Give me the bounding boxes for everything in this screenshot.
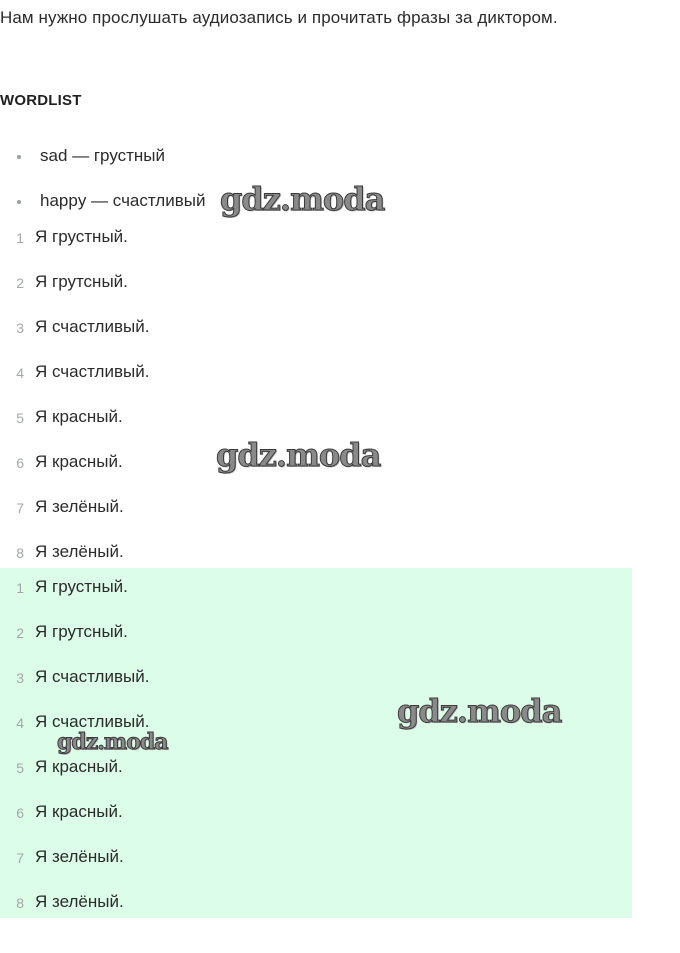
watermark: gdz.moda	[57, 729, 168, 755]
phrase-text: Я грустный.	[35, 227, 128, 246]
phrase-text: Я счастливый.	[35, 667, 150, 686]
line-number: 8	[16, 895, 24, 911]
phrase-list-highlighted	[0, 568, 632, 918]
phrase-text: Я красный.	[35, 757, 123, 776]
list-item	[0, 406, 632, 451]
line-number: 1	[16, 580, 24, 596]
line-number: 3	[16, 670, 24, 686]
phrase-text: Я зелёный.	[35, 497, 124, 516]
list-item	[0, 316, 632, 361]
list-item	[0, 271, 632, 316]
line-number: 6	[16, 805, 24, 821]
list-item	[0, 801, 632, 846]
wordlist-heading: WORDLIST	[0, 92, 82, 109]
line-number: 1	[16, 230, 24, 246]
list-item	[0, 846, 632, 891]
phrase-text: Я зелёный.	[35, 542, 124, 561]
list-item	[0, 361, 632, 406]
line-number: 8	[16, 545, 24, 561]
line-number: 2	[16, 625, 24, 641]
wordlist-entry: happy — счастливый	[40, 191, 206, 210]
phrase-text: Я счастливый.	[35, 317, 150, 336]
line-number: 4	[16, 715, 24, 731]
intro-text: Нам нужно прослушать аудиозапись и прочитать фразы за диктором.	[0, 8, 558, 27]
list-item	[0, 756, 632, 801]
bullet-icon	[17, 200, 21, 204]
list-item	[0, 451, 632, 496]
watermark: gdz.moda	[220, 180, 385, 218]
phrase-text: Я красный.	[35, 407, 123, 426]
phrase-text: Я грустный.	[35, 577, 128, 596]
line-number: 5	[16, 410, 24, 426]
list-item	[0, 711, 632, 756]
list-item	[0, 576, 632, 621]
line-number: 7	[16, 500, 24, 516]
list-item	[0, 891, 632, 936]
phrase-text: Я зелёный.	[35, 892, 124, 911]
line-number: 3	[16, 320, 24, 336]
phrase-list-first	[0, 226, 632, 586]
list-item	[0, 621, 632, 666]
phrase-text: Я грутсный.	[35, 272, 128, 291]
phrase-text: Я зелёный.	[35, 847, 124, 866]
line-number: 6	[16, 455, 24, 471]
list-item	[0, 226, 632, 271]
line-number: 5	[16, 760, 24, 776]
phrase-text: Я красный.	[35, 452, 123, 471]
phrase-text: Я красный.	[35, 802, 123, 821]
bullet-icon	[17, 155, 21, 159]
line-number: 2	[16, 275, 24, 291]
list-item	[0, 666, 632, 711]
phrase-text: Я счастливый.	[35, 362, 150, 381]
phrase-text: Я счастливый.	[35, 712, 150, 731]
line-number: 4	[16, 365, 24, 381]
phrase-text: Я грутсный.	[35, 622, 128, 641]
watermark: gdz.moda	[397, 692, 562, 730]
watermark: gdz.moda	[216, 436, 381, 474]
wordlist-entry: sad — грустный	[40, 146, 166, 165]
list-item	[0, 496, 632, 541]
line-number: 7	[16, 850, 24, 866]
